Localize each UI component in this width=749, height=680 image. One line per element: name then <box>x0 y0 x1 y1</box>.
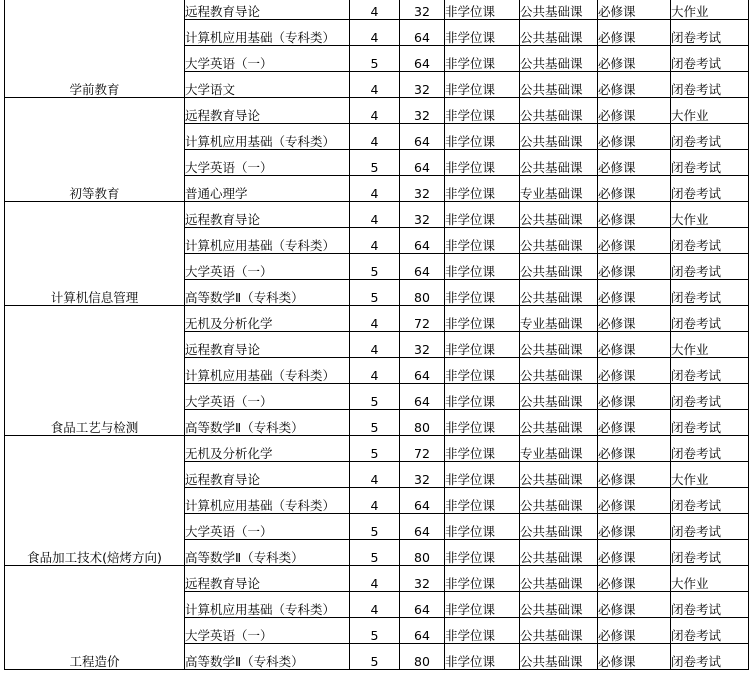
course-name-cell: 远程教育导论 <box>185 462 350 488</box>
exam-method-cell: 闭卷考试 <box>671 384 749 410</box>
credit-cell: 4 <box>350 358 400 384</box>
degree-type-cell: 非学位课 <box>445 436 520 462</box>
degree-type-cell: 非学位课 <box>445 176 520 202</box>
course-name-cell: 高等数学Ⅱ（专科类） <box>185 644 350 670</box>
course-category-cell: 公共基础课 <box>520 410 598 436</box>
major-name-cell: 工程造价 <box>5 566 185 670</box>
degree-type-cell: 非学位课 <box>445 306 520 332</box>
course-type-cell: 必修课 <box>598 0 671 20</box>
course-category-cell: 专业基础课 <box>520 436 598 462</box>
exam-method-cell: 闭卷考试 <box>671 540 749 566</box>
exam-method-cell: 闭卷考试 <box>671 644 749 670</box>
degree-type-cell: 非学位课 <box>445 280 520 306</box>
course-type-cell: 必修课 <box>598 202 671 228</box>
exam-method-cell: 大作业 <box>671 566 749 592</box>
credit-cell: 4 <box>350 124 400 150</box>
course-type-cell: 必修课 <box>598 72 671 98</box>
exam-method-cell: 闭卷考试 <box>671 150 749 176</box>
course-type-cell: 必修课 <box>598 332 671 358</box>
credit-cell: 5 <box>350 410 400 436</box>
hours-cell: 64 <box>400 228 445 254</box>
course-category-cell: 公共基础课 <box>520 358 598 384</box>
exam-method-cell: 大作业 <box>671 98 749 124</box>
hours-cell: 32 <box>400 0 445 20</box>
course-name-cell: 大学英语（一） <box>185 514 350 540</box>
table-row <box>5 202 749 228</box>
degree-type-cell: 非学位课 <box>445 540 520 566</box>
course-name-cell: 远程教育导论 <box>185 566 350 592</box>
course-category-cell: 公共基础课 <box>520 280 598 306</box>
course-type-cell: 必修课 <box>598 540 671 566</box>
degree-type-cell: 非学位课 <box>445 20 520 46</box>
hours-cell: 64 <box>400 150 445 176</box>
course-category-cell: 公共基础课 <box>520 592 598 618</box>
course-name-cell: 高等数学Ⅱ（专科类） <box>185 540 350 566</box>
degree-type-cell: 非学位课 <box>445 332 520 358</box>
hours-cell: 32 <box>400 462 445 488</box>
credit-cell: 5 <box>350 644 400 670</box>
course-name-cell: 远程教育导论 <box>185 98 350 124</box>
course-name-cell: 远程教育导论 <box>185 0 350 20</box>
hours-cell: 80 <box>400 410 445 436</box>
course-category-cell: 专业基础课 <box>520 306 598 332</box>
exam-method-cell: 闭卷考试 <box>671 592 749 618</box>
credit-cell: 4 <box>350 228 400 254</box>
exam-method-cell: 大作业 <box>671 202 749 228</box>
degree-type-cell: 非学位课 <box>445 72 520 98</box>
hours-cell: 32 <box>400 332 445 358</box>
hours-cell: 32 <box>400 176 445 202</box>
course-category-cell: 公共基础课 <box>520 46 598 72</box>
course-category-cell: 公共基础课 <box>520 514 598 540</box>
degree-type-cell: 非学位课 <box>445 124 520 150</box>
exam-method-cell: 大作业 <box>671 462 749 488</box>
degree-type-cell: 非学位课 <box>445 644 520 670</box>
course-name-cell: 大学语文 <box>185 72 350 98</box>
course-category-cell: 公共基础课 <box>520 488 598 514</box>
course-category-cell: 公共基础课 <box>520 254 598 280</box>
credit-cell: 4 <box>350 176 400 202</box>
credit-cell: 4 <box>350 202 400 228</box>
hours-cell: 32 <box>400 566 445 592</box>
course-type-cell: 必修课 <box>598 254 671 280</box>
major-name-cell: 学前教育 <box>5 0 185 98</box>
course-category-cell: 公共基础课 <box>520 124 598 150</box>
exam-method-cell: 闭卷考试 <box>671 254 749 280</box>
degree-type-cell: 非学位课 <box>445 592 520 618</box>
credit-cell: 5 <box>350 618 400 644</box>
course-type-cell: 必修课 <box>598 176 671 202</box>
course-type-cell: 必修课 <box>598 228 671 254</box>
credit-cell: 4 <box>350 20 400 46</box>
exam-method-cell: 大作业 <box>671 332 749 358</box>
course-category-cell: 公共基础课 <box>520 540 598 566</box>
course-type-cell: 必修课 <box>598 358 671 384</box>
exam-method-cell: 闭卷考试 <box>671 306 749 332</box>
major-name-cell: 初等教育 <box>5 98 185 202</box>
table-row <box>5 98 749 124</box>
course-type-cell: 必修课 <box>598 644 671 670</box>
credit-cell: 5 <box>350 540 400 566</box>
hours-cell: 64 <box>400 46 445 72</box>
table-row <box>5 566 749 592</box>
course-category-cell: 公共基础课 <box>520 618 598 644</box>
course-category-cell: 公共基础课 <box>520 20 598 46</box>
course-name-cell: 高等数学Ⅱ（专科类） <box>185 410 350 436</box>
course-category-cell: 公共基础课 <box>520 384 598 410</box>
degree-type-cell: 非学位课 <box>445 202 520 228</box>
credit-cell: 4 <box>350 462 400 488</box>
course-name-cell: 大学英语（一） <box>185 254 350 280</box>
degree-type-cell: 非学位课 <box>445 566 520 592</box>
credit-cell: 5 <box>350 436 400 462</box>
course-type-cell: 必修课 <box>598 514 671 540</box>
course-category-cell: 公共基础课 <box>520 72 598 98</box>
course-name-cell: 大学英语（一） <box>185 46 350 72</box>
degree-type-cell: 非学位课 <box>445 46 520 72</box>
course-type-cell: 必修课 <box>598 566 671 592</box>
course-name-cell: 计算机应用基础（专科类） <box>185 124 350 150</box>
course-name-cell: 大学英语（一） <box>185 384 350 410</box>
exam-method-cell: 闭卷考试 <box>671 46 749 72</box>
degree-type-cell: 非学位课 <box>445 384 520 410</box>
hours-cell: 32 <box>400 202 445 228</box>
exam-method-cell: 闭卷考试 <box>671 20 749 46</box>
degree-type-cell: 非学位课 <box>445 462 520 488</box>
course-type-cell: 必修课 <box>598 98 671 124</box>
course-name-cell: 普通心理学 <box>185 176 350 202</box>
course-type-cell: 必修课 <box>598 280 671 306</box>
degree-type-cell: 非学位课 <box>445 618 520 644</box>
course-name-cell: 高等数学Ⅱ（专科类） <box>185 280 350 306</box>
exam-method-cell: 闭卷考试 <box>671 436 749 462</box>
course-type-cell: 必修课 <box>598 618 671 644</box>
credit-cell: 4 <box>350 72 400 98</box>
course-category-cell: 公共基础课 <box>520 202 598 228</box>
hours-cell: 64 <box>400 124 445 150</box>
course-name-cell: 无机及分析化学 <box>185 306 350 332</box>
course-type-cell: 必修课 <box>598 306 671 332</box>
exam-method-cell: 闭卷考试 <box>671 514 749 540</box>
course-type-cell: 必修课 <box>598 488 671 514</box>
degree-type-cell: 非学位课 <box>445 98 520 124</box>
course-category-cell: 公共基础课 <box>520 228 598 254</box>
course-type-cell: 必修课 <box>598 462 671 488</box>
course-type-cell: 必修课 <box>598 46 671 72</box>
course-category-cell: 公共基础课 <box>520 462 598 488</box>
exam-method-cell: 闭卷考试 <box>671 124 749 150</box>
exam-method-cell: 大作业 <box>671 0 749 20</box>
degree-type-cell: 非学位课 <box>445 488 520 514</box>
exam-method-cell: 闭卷考试 <box>671 176 749 202</box>
hours-cell: 80 <box>400 280 445 306</box>
major-name-cell: 食品工艺与检测 <box>5 306 185 436</box>
course-name-cell: 计算机应用基础（专科类） <box>185 592 350 618</box>
major-name-cell: 食品加工技术(焙烤方向) <box>5 436 185 566</box>
credit-cell: 4 <box>350 488 400 514</box>
course-name-cell: 计算机应用基础（专科类） <box>185 20 350 46</box>
degree-type-cell: 非学位课 <box>445 150 520 176</box>
hours-cell: 64 <box>400 488 445 514</box>
hours-cell: 72 <box>400 436 445 462</box>
credit-cell: 4 <box>350 98 400 124</box>
course-category-cell: 公共基础课 <box>520 332 598 358</box>
course-category-cell: 公共基础课 <box>520 566 598 592</box>
credit-cell: 4 <box>350 332 400 358</box>
course-type-cell: 必修课 <box>598 436 671 462</box>
course-name-cell: 计算机应用基础（专科类） <box>185 358 350 384</box>
hours-cell: 64 <box>400 254 445 280</box>
course-type-cell: 必修课 <box>598 20 671 46</box>
hours-cell: 64 <box>400 592 445 618</box>
degree-type-cell: 非学位课 <box>445 358 520 384</box>
major-name-cell: 计算机信息管理 <box>5 202 185 306</box>
degree-type-cell: 非学位课 <box>445 410 520 436</box>
credit-cell: 5 <box>350 384 400 410</box>
hours-cell: 64 <box>400 384 445 410</box>
exam-method-cell: 闭卷考试 <box>671 228 749 254</box>
course-name-cell: 大学英语（一） <box>185 618 350 644</box>
hours-cell: 64 <box>400 514 445 540</box>
course-name-cell: 无机及分析化学 <box>185 436 350 462</box>
course-name-cell: 计算机应用基础（专科类） <box>185 488 350 514</box>
course-type-cell: 必修课 <box>598 592 671 618</box>
course-category-cell: 公共基础课 <box>520 644 598 670</box>
degree-type-cell: 非学位课 <box>445 254 520 280</box>
hours-cell: 32 <box>400 72 445 98</box>
credit-cell: 5 <box>350 254 400 280</box>
course-category-cell: 公共基础课 <box>520 98 598 124</box>
hours-cell: 80 <box>400 644 445 670</box>
credit-cell: 4 <box>350 306 400 332</box>
exam-method-cell: 闭卷考试 <box>671 618 749 644</box>
course-type-cell: 必修课 <box>598 384 671 410</box>
hours-cell: 32 <box>400 98 445 124</box>
degree-type-cell: 非学位课 <box>445 514 520 540</box>
course-type-cell: 必修课 <box>598 124 671 150</box>
credit-cell: 5 <box>350 280 400 306</box>
hours-cell: 64 <box>400 20 445 46</box>
course-category-cell: 公共基础课 <box>520 150 598 176</box>
exam-method-cell: 闭卷考试 <box>671 280 749 306</box>
credit-cell: 5 <box>350 514 400 540</box>
degree-type-cell: 非学位课 <box>445 0 520 20</box>
course-name-cell: 远程教育导论 <box>185 202 350 228</box>
hours-cell: 80 <box>400 540 445 566</box>
hours-cell: 64 <box>400 358 445 384</box>
credit-cell: 4 <box>350 566 400 592</box>
exam-method-cell: 闭卷考试 <box>671 72 749 98</box>
credit-cell: 5 <box>350 150 400 176</box>
course-table <box>4 0 749 670</box>
exam-method-cell: 闭卷考试 <box>671 358 749 384</box>
table-row <box>5 436 749 462</box>
course-category-cell: 专业基础课 <box>520 176 598 202</box>
credit-cell: 4 <box>350 592 400 618</box>
exam-method-cell: 闭卷考试 <box>671 410 749 436</box>
exam-method-cell: 闭卷考试 <box>671 488 749 514</box>
degree-type-cell: 非学位课 <box>445 228 520 254</box>
course-name-cell: 远程教育导论 <box>185 332 350 358</box>
hours-cell: 64 <box>400 618 445 644</box>
credit-cell: 4 <box>350 0 400 20</box>
table-row <box>5 306 749 332</box>
hours-cell: 72 <box>400 306 445 332</box>
course-type-cell: 必修课 <box>598 150 671 176</box>
course-name-cell: 计算机应用基础（专科类） <box>185 228 350 254</box>
table-row <box>5 0 749 20</box>
course-name-cell: 大学英语（一） <box>185 150 350 176</box>
course-type-cell: 必修课 <box>598 410 671 436</box>
credit-cell: 5 <box>350 46 400 72</box>
course-category-cell: 公共基础课 <box>520 0 598 20</box>
